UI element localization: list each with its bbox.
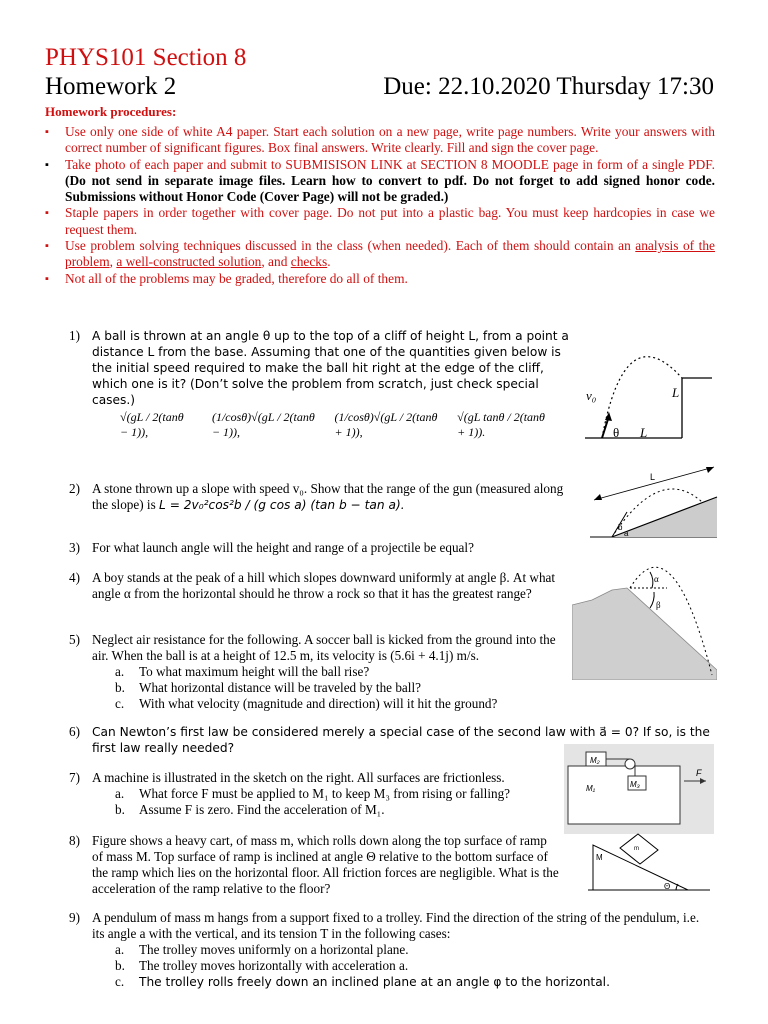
choice-4: √(gL tanθ / 2(tanθ + 1)). xyxy=(457,410,545,439)
problem-text: A ball is thrown at an angle θ up to the top of a cliff of height L, from a point a distance L from the base. Assuming that one of the quantities given below is the initial speed required to make the ball hit right at the edge of the cliff, which one is it? (Don’t solve the problem from scratch, just check special cases.) xyxy=(92,329,569,407)
procedure-item xyxy=(45,271,715,287)
separator: , xyxy=(109,254,117,270)
subquestion-label: b. xyxy=(115,680,125,695)
theta-label: θ xyxy=(613,425,620,440)
v0-label: v₀ xyxy=(586,388,597,403)
problem-text: Figure shows a heavy cart, of mass m, which rolls down along the top surface of ramp of mass M. Top surface of ramp is inclined at angle Θ relative to the bottom surface of the ramp which lies on the horizontal floor. All friction forces are negligible. What is the acceleration of the ramp relative to the floor? xyxy=(92,833,559,896)
procedure-item xyxy=(45,157,715,206)
subquestion-text: The trolley moves uniformly on a horizontal plane. xyxy=(139,942,409,957)
m1-label: M₁ xyxy=(586,784,596,793)
problem-3 xyxy=(69,540,574,556)
subquestions xyxy=(115,786,549,818)
problem-text: Can Newton’s first law be considered merely a special case of the second law with a⃗ = 0? If so, is the first law really needed? xyxy=(92,725,710,755)
subquestions xyxy=(115,664,564,712)
beta-label: β xyxy=(656,600,661,610)
subquestion xyxy=(115,974,709,990)
checks-link[interactable]: checks xyxy=(290,254,328,270)
homework-title: Homework 2 xyxy=(45,73,177,100)
choice-2: (1/cosθ)√(gL / 2(tanθ − 1)), xyxy=(211,410,315,439)
problem-number: 2) xyxy=(69,481,80,496)
procedure-item xyxy=(45,238,715,271)
document-title: PHYS101 Section 8 xyxy=(45,44,247,71)
ramp-figure xyxy=(588,830,713,895)
problem-1 xyxy=(69,328,574,408)
problem-9 xyxy=(69,910,709,990)
subquestion-label: c. xyxy=(115,696,125,711)
problem-number: 5) xyxy=(69,632,80,647)
problem-text: A pendulum of mass m hangs from a support fixed to a trolley. Find the direction of the string of the pendulum, i.e. its angle a with the vertical, and its tension T in the following cases: xyxy=(92,910,700,941)
problem-4 xyxy=(69,570,564,602)
range-formula: L = 2v₀²cos²b / (g cos a) (tan b − tan a). xyxy=(159,498,405,512)
problem-number: 3) xyxy=(69,540,80,555)
subquestion xyxy=(115,696,564,712)
procedure-text: Staple papers in order together with cover page. Do not put into a plastic bag. You must keep hardcopies in case we request them. xyxy=(65,205,715,237)
problem-8 xyxy=(69,833,559,897)
problem-text: Neglect air resistance for the following. A soccer ball is kicked from the ground into the air. When the ball is at a height of 12.5 m, its velocity is (5.6i + 4.1j) m/s. xyxy=(92,632,556,663)
subquestion-text: What force F must be applied to M₁ to keep M₃ from rising or falling? xyxy=(139,786,511,801)
ramp-mass-label: M xyxy=(596,853,603,862)
subquestion xyxy=(115,786,549,802)
alpha-label: α xyxy=(654,574,659,584)
procedure-text: Use problem solving techniques discussed in the class (when needed). Each of them should contain an xyxy=(65,238,636,254)
problem-number: 9) xyxy=(69,910,80,925)
cart-mass-label: m xyxy=(634,846,639,852)
angle-a-label: a xyxy=(624,529,629,538)
problem-text: For what launch angle will the height and range of a projectile be equal? xyxy=(92,540,474,555)
m3-label: M₃ xyxy=(630,780,640,789)
subquestion-label: b. xyxy=(115,802,125,817)
problem-7 xyxy=(69,770,549,818)
subquestion-label: b. xyxy=(115,958,125,973)
subquestion-text: To what maximum height will the ball rise? xyxy=(139,664,370,679)
procedure-bold-text: (Do not send in separate image files. Learn how to convert to pdf. Do not forget to add signed honor code. Submissions without Honor Code (Cover Page) will not be graded.) xyxy=(65,172,715,205)
problem-5 xyxy=(69,632,564,712)
height-label: L xyxy=(672,385,680,400)
slope-figure xyxy=(582,462,722,542)
due-date: Due: 22.10.2020 Thursday 17:30 xyxy=(383,73,714,100)
procedure-text: Take photo of each paper and submit to SUBMISISON LINK at SECTION 8 MOODLE page in form of a single PDF. xyxy=(65,156,715,172)
angle-b-label: b xyxy=(618,523,623,532)
subquestion-label: a. xyxy=(115,786,125,801)
subquestion xyxy=(115,958,709,974)
procedure-item xyxy=(45,205,715,238)
subquestion-label: c. xyxy=(115,974,125,989)
problem-text: A machine is illustrated in the sketch on the right. All surfaces are frictionless. xyxy=(92,770,505,785)
subquestion-label: a. xyxy=(115,664,125,679)
force-label: F xyxy=(696,768,702,778)
machine-figure xyxy=(564,744,714,834)
subquestion xyxy=(115,802,549,818)
problem-text: A stone thrown up a slope with speed v₀. Show that the range of the gun (measured along the slope) is xyxy=(92,481,564,512)
procedures-heading: Homework procedures: xyxy=(45,104,177,119)
problem-number: 4) xyxy=(69,570,80,585)
procedure-text: Use only one side of white A4 paper. Start each solution on a new page, write page numbers. Write your answers with correct number of significant figures. Box final answers. Write clearly. Fill and sign the cover page. xyxy=(65,124,715,156)
problem-number: 7) xyxy=(69,770,80,785)
subquestion-text: With what velocity (magnitude and direction) will it hit the ground? xyxy=(139,696,498,711)
m2-label: M₂ xyxy=(590,756,600,765)
analysis-link[interactable]: analysis of the problem xyxy=(65,238,715,270)
subquestion xyxy=(115,942,709,958)
hill-figure xyxy=(572,560,717,680)
cliff-figure xyxy=(580,320,715,450)
subquestion xyxy=(115,664,564,680)
separator: . xyxy=(327,254,331,270)
choice-3: (1/cosθ)√(gL / 2(tanθ + 1)), xyxy=(334,410,438,439)
subquestions xyxy=(115,942,709,990)
procedure-text: Not all of the problems may be graded, therefore do all of them. xyxy=(65,270,408,286)
subquestion-label: a. xyxy=(115,942,125,957)
answer-choices xyxy=(120,410,550,440)
problem-text: A boy stands at the peak of a hill which slopes downward uniformly at angle β. At what angle α from the horizontal should he throw a rock so that it has the greatest range? xyxy=(92,570,556,601)
problem-number: 1) xyxy=(69,328,80,343)
subquestion-text: The trolley rolls freely down an inclined plane at an angle φ to the horizontal. xyxy=(139,975,610,989)
subquestion xyxy=(115,680,564,696)
separator: , and xyxy=(261,254,291,270)
subquestion-text: Assume F is zero. Find the acceleration of M₁. xyxy=(139,802,385,817)
procedure-item xyxy=(45,124,715,157)
subquestion-text: What horizontal distance will be traveled by the ball? xyxy=(139,680,421,695)
problem-number: 6) xyxy=(69,724,80,739)
procedures-list xyxy=(45,124,715,287)
problem-2 xyxy=(69,481,564,513)
choice-1: √(gL / 2(tanθ − 1)), xyxy=(120,410,184,439)
problem-number: 8) xyxy=(69,833,80,848)
slope-length-label: L xyxy=(650,472,656,482)
solution-link[interactable]: a well-constructed solution xyxy=(116,254,262,270)
ramp-angle-label: Θ xyxy=(664,882,671,891)
distance-label: L xyxy=(640,425,648,440)
subquestion-text: The trolley moves horizontally with acceleration a. xyxy=(139,958,409,973)
